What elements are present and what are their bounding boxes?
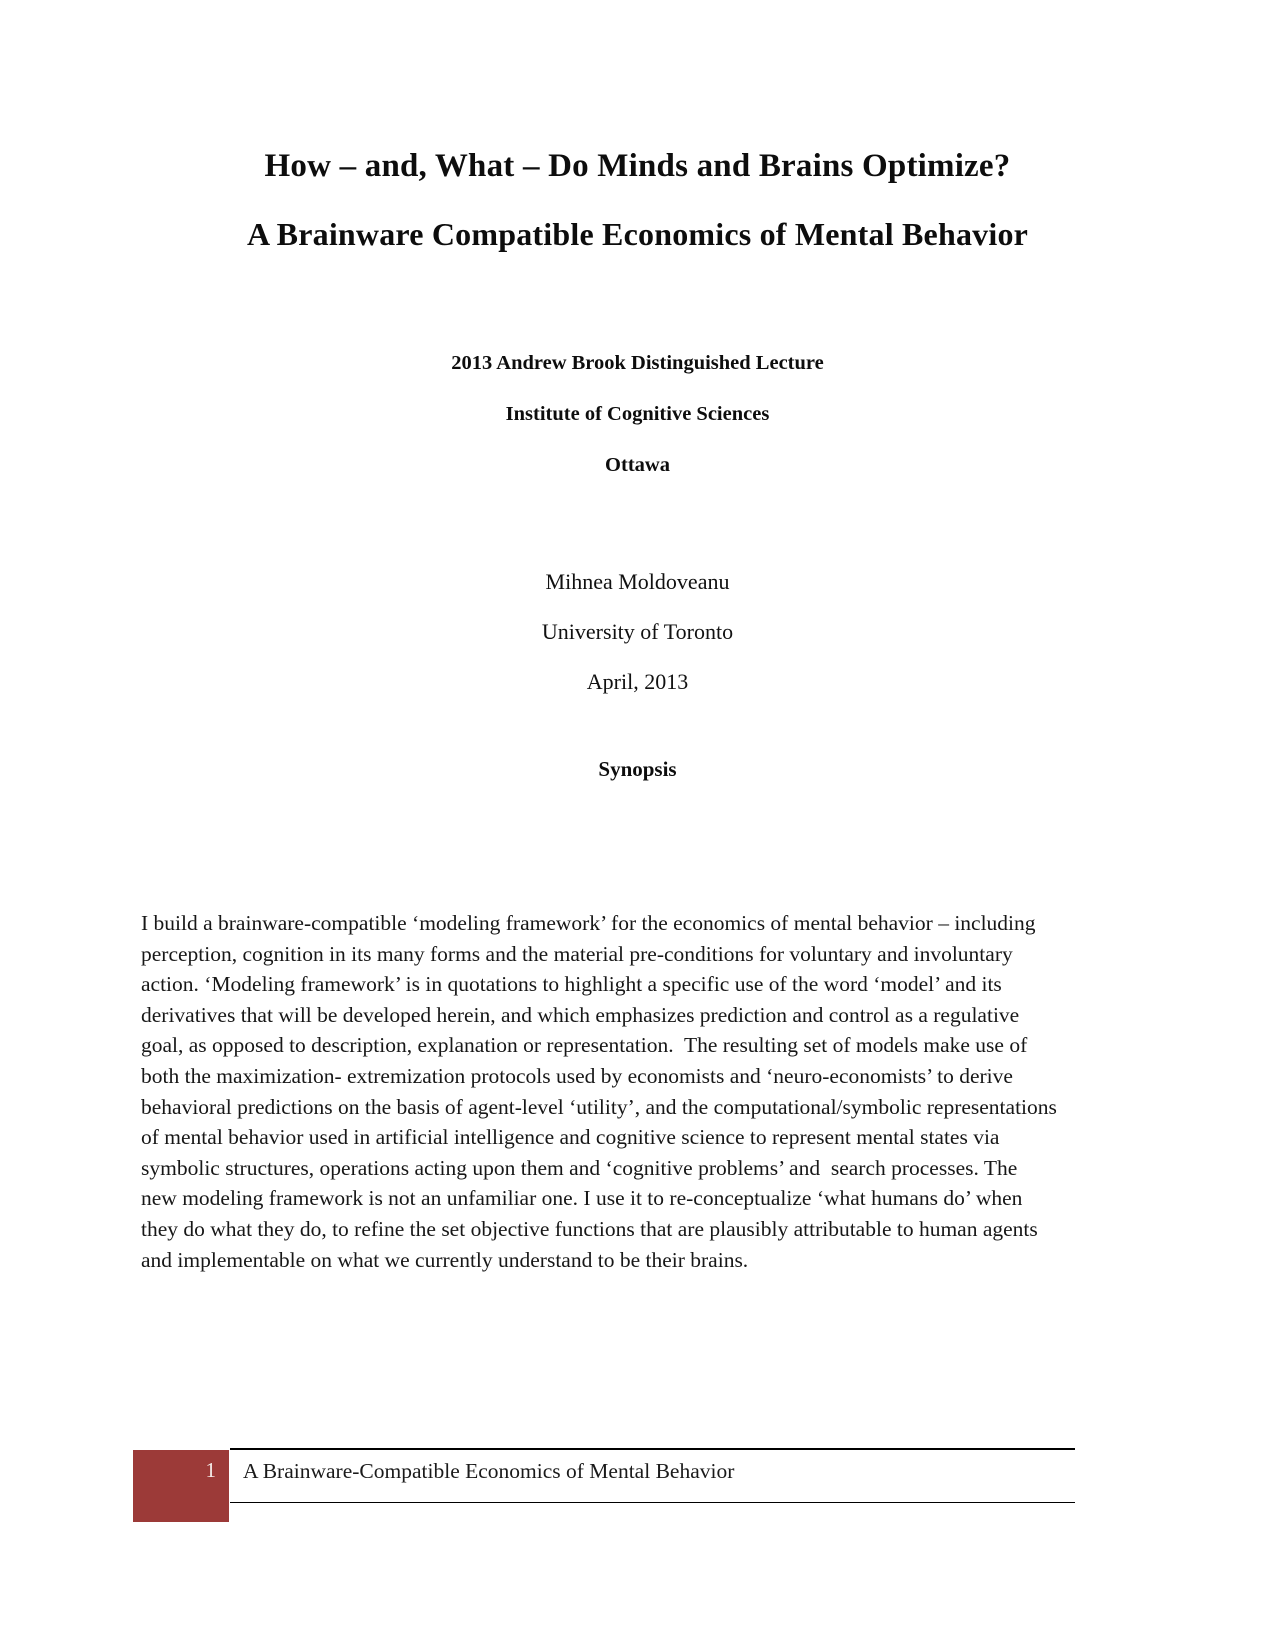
author-name: Mihnea Moldoveanu (545, 569, 730, 594)
event-details (0, 338, 1275, 491)
footer-running-title: A Brainware-Compatible Economics of Mental Behavior (243, 1459, 735, 1483)
synopsis-body-text: I build a brainware-compatible ‘modeling framework’ for the economics of mental behavior – including perception, cognition in its many forms and the material pre-conditions for voluntary and involuntary action. ‘Modeling framework’ is in quotations to highlight a specific use of the word ‘model’ and its derivatives that will be developed herein, and which emphasizes prediction and control as a regulative goal, as opposed to description, explanation or representation. The resulting set of models make use of both the maximization- extremization protocols used by economists and ‘neuro-economists’ to derive behavioral predictions on the basis of agent-level ‘utility’, and the computational/symbolic representations of mental behavior used in artificial intelligence and cognitive science to represent mental states via symbolic structures, operations acting upon them and ‘cognitive problems’ and search processes. The new modeling framework is not an unfamiliar one. I use it to re-conceptualize ‘what humans do’ when they do what they do, to refine the set objective functions that are plausibly attributable to human agents and implementable on what we currently understand to be their brains. (141, 911, 1063, 1272)
author-affiliation: University of Toronto (541, 619, 734, 644)
title-line-1: How – and, What – Do Minds and Brains Optimize? (264, 148, 1011, 184)
title-line-2: A Brainware Compatible Economics of Mental Behavior (246, 216, 1029, 252)
synopsis-heading: Synopsis (598, 757, 677, 781)
author-details (0, 557, 1275, 707)
page-number-badge (133, 1450, 229, 1522)
event-city: Ottawa (605, 454, 670, 476)
footer-rule-bottom (230, 1502, 1075, 1503)
event-institute: Institute of Cognitive Sciences (505, 403, 770, 425)
footer-rule-top (230, 1448, 1075, 1450)
document-title (0, 132, 1275, 268)
event-lecture-name: 2013 Andrew Brook Distinguished Lecture (451, 352, 824, 374)
document-date: April, 2013 (586, 669, 689, 694)
page-number: 1 (205, 1458, 216, 1482)
page-footer (133, 1448, 1075, 1520)
